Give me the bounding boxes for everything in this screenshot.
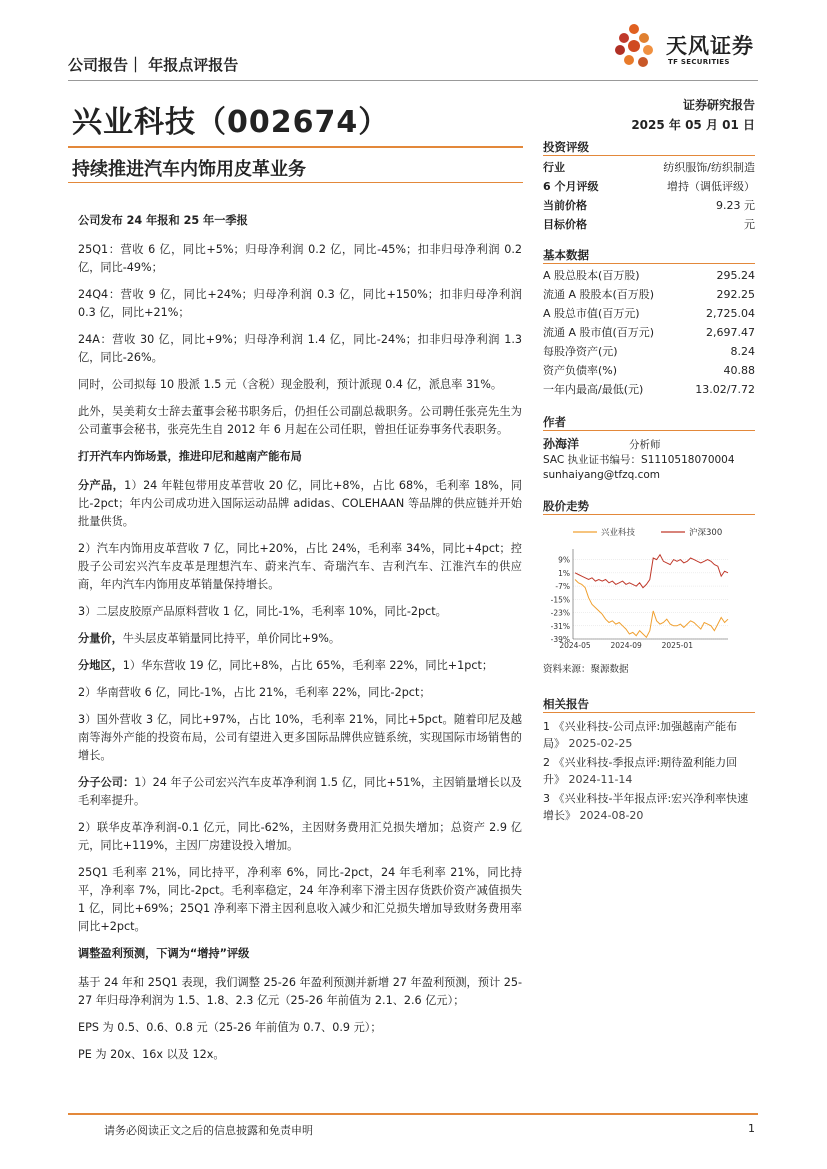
row-label: 一年内最高/最低(元) <box>543 383 644 396</box>
body-paragraph: 2）华南营收 6 亿，同比-1%，占比 21%，毛利率 22%，同比-2pct； <box>78 686 431 699</box>
price-chart-section-title: 股价走势 <box>543 497 755 515</box>
body-paragraph: 基于 24 年和 25Q1 表现，我们调整 25-26 年盈利预测并新增 27 年盈利预测，预计 25-27 年归母净利润为 1.5、1.8、2.3 亿元（25-26 年前值为 2.1、2.6 亿元）； <box>78 976 522 1007</box>
row-value: 295.24 <box>716 269 755 282</box>
author-name: 孙海洋 <box>543 437 580 451</box>
x-tick-label: 2024-09 <box>610 641 642 650</box>
headline-top-rule <box>68 146 523 148</box>
related-report-number: 2 <box>543 756 550 769</box>
x-tick-label: 2024-05 <box>559 641 591 650</box>
data-row <box>543 215 755 234</box>
price-chart-svg <box>543 523 755 663</box>
author-sac: SAC 执业证书编号：S1110518070004 <box>543 454 735 466</box>
main-body <box>78 212 522 1073</box>
related-report-title[interactable]: 《兴业科技-季报点评:期待盈利能力回升》 <box>543 756 738 786</box>
body-paragraph: PE 为 20x、16x 以及 12x。 <box>78 1048 225 1061</box>
paragraph-lead: 分量价， <box>78 632 123 645</box>
y-tick-label: 9% <box>558 555 570 565</box>
row-value: 292.25 <box>716 288 755 301</box>
x-tick-label: 2025-01 <box>661 641 693 650</box>
body-paragraph: 24Q4：营收 9 亿，同比+24%；归母净利润 0.3 亿，同比+150%；扣非归母净利润 0.3 亿，同比+21%； <box>78 288 522 319</box>
row-value: 13.02/7.72 <box>695 383 755 396</box>
y-tick-label: -31% <box>550 621 570 631</box>
legend-label: 兴业科技 <box>601 528 636 538</box>
data-row <box>543 304 755 323</box>
y-tick-label: 1% <box>558 568 570 578</box>
chart-source: 资料来源：聚源数据 <box>543 664 629 675</box>
row-value: 40.88 <box>723 364 755 377</box>
data-row <box>543 158 755 177</box>
paragraph-text: 1）24 年鞋包带用皮革营收 20 亿，同比+8%，占比 68%，毛利率 18%，同比-2pct；年内公司成功进入国际运动品牌 adidas、COLEHAAN 等品牌的供应链并开始批量供货。 <box>78 479 522 528</box>
related-report-date: 2024-11-14 <box>568 773 633 786</box>
body-paragraph: 2）联华皮革净利润-0.1 亿元，同比-62%，主因财务费用汇兑损失增加；总资产 2.9 亿元，同比+119%，主因厂房建设投入增加。 <box>78 821 522 852</box>
paragraph-lead: 分地区， <box>78 659 123 672</box>
paragraph-text: 牛头层皮革销量同比持平，单价同比+9%。 <box>122 632 341 645</box>
related-report-item[interactable] <box>543 790 755 824</box>
report-headline: 持续推进汽车内饰用皮革业务 <box>72 159 306 180</box>
data-row <box>543 380 755 399</box>
header-divider <box>68 80 758 81</box>
flower-logo-icon <box>612 20 662 70</box>
report-date: 2025 年 05 月 01 日 <box>631 118 755 132</box>
row-label: A 股总股本(百万股) <box>543 269 640 282</box>
body-paragraph: 25Q1：营收 6 亿，同比+5%；归母净利润 0.2 亿，同比-45%；扣非归母净利润 0.2 亿，同比-49%； <box>78 243 522 274</box>
legend-label: 沪深300 <box>689 528 723 538</box>
row-value: 2,697.47 <box>706 326 755 339</box>
body-paragraph <box>78 774 522 810</box>
body-paragraph: 同时，公司拟每 10 股派 1.5 元（含税）现金股利，预计派现 0.4 亿，派息率 31%。 <box>78 378 503 391</box>
row-label: 流通 A 股市值(百万元) <box>543 326 655 339</box>
basic-data-table <box>543 266 755 399</box>
related-report-item[interactable] <box>543 754 755 788</box>
data-row <box>543 323 755 342</box>
related-report-number: 1 <box>543 720 550 733</box>
row-value: 8.24 <box>730 345 755 358</box>
row-value: 增持（调低评级） <box>667 180 755 193</box>
sidebar <box>543 138 755 826</box>
body-paragraph: 25Q1 毛利率 21%，同比持平，净利率 6%，同比-2pct，24 年毛利率 21%，同比持平，净利率 7%，同比-2pct。毛利率稳定，24 年净利率下滑主因存货跌价资产减值损失 1 亿，同比+69%；25Q1 净利率下滑主因利息收入减少和汇兑损失增加导致财务费用率同比+2pct。 <box>78 866 522 933</box>
headline-bottom-rule <box>68 182 523 183</box>
related-report-date: 2025-02-25 <box>568 737 633 750</box>
body-paragraph: 24A：营收 30 亿，同比+9%；归母净利润 1.4 亿，同比-24%；扣非归母净利润 1.3 亿，同比-26%。 <box>78 333 522 364</box>
data-row <box>543 177 755 196</box>
row-label: A 股总市值(百万元) <box>543 307 640 320</box>
body-paragraph: 2）汽车内饰用皮革营收 7 亿，同比+20%，占比 24%，毛利率 34%，同比+4pct；控股子公司宏兴汽车皮革是理想汽车、蔚来汽车、奇瑞汽车、吉利汽车、江淮汽车的供应商，年内汽车内饰用皮革销量保持增长。 <box>78 542 522 591</box>
author-section-title: 作者 <box>543 413 755 431</box>
row-label: 6 个月评级 <box>543 180 599 193</box>
related-report-title[interactable]: 《兴业科技-公司点评:加强越南产能布局》 <box>543 720 738 750</box>
price-chart <box>543 523 755 663</box>
section-heading: 调整盈利预测，下调为“增持”评级 <box>78 947 250 960</box>
related-report-item[interactable] <box>543 718 755 752</box>
report-type: 证券研究报告 <box>682 98 755 112</box>
paragraph-text: 1）华东营收 19 亿，同比+8%，占比 65%，毛利率 22%，同比+1pct； <box>122 659 494 672</box>
row-value: 9.23 元 <box>716 199 755 212</box>
paragraph-lead: 分子公司： <box>78 776 135 789</box>
data-row <box>543 342 755 361</box>
row-label: 流通 A 股股本(百万股) <box>543 288 655 301</box>
paragraph-lead: 分产品， <box>78 479 125 492</box>
related-reports-section-title: 相关报告 <box>543 695 755 713</box>
row-label: 行业 <box>543 161 565 174</box>
author-role: 分析师 <box>629 439 661 451</box>
data-row <box>543 361 755 380</box>
row-value: 元 <box>744 218 755 231</box>
y-tick-label: -7% <box>555 582 570 592</box>
section-heading: 打开汽车内饰场景，推进印尼和越南产能布局 <box>78 450 302 463</box>
y-tick-label: -39% <box>550 635 570 644</box>
body-paragraph: 此外，吴美莉女士辞去董事会秘书职务后，仍担任公司副总裁职务。公司聘任张亮先生为公司董事会秘书，张亮先生自 2012 年 6 月起在公司任职，曾担任证券事务代表职务。 <box>78 405 522 436</box>
body-paragraph <box>78 657 522 675</box>
report-category-label: 公司报告｜ 年报点评报告 <box>68 56 239 74</box>
page-number: 1 <box>748 1122 755 1135</box>
y-tick-label: -23% <box>550 608 570 618</box>
related-report-number: 3 <box>543 792 550 805</box>
related-report-title[interactable]: 《兴业科技-半年报点评:宏兴净利率快速增长》 <box>543 792 749 822</box>
related-report-date: 2024-08-20 <box>579 809 644 822</box>
row-label: 当前价格 <box>543 199 587 212</box>
author-block <box>543 437 755 483</box>
row-label: 目标价格 <box>543 218 587 231</box>
data-row <box>543 266 755 285</box>
footer-disclaimer: 请务必阅读正文之后的信息披露和免责申明 <box>104 1124 313 1137</box>
row-value: 纺织服饰/纺织制造 <box>663 161 755 174</box>
series-line <box>575 580 728 638</box>
basic-data-section-title: 基本数据 <box>543 246 755 264</box>
y-tick-label: -15% <box>550 595 570 605</box>
rating-section-title: 投资评级 <box>543 138 755 156</box>
tf-securities-logo <box>612 20 762 70</box>
body-paragraph: 3）二层皮胶原产品原料营收 1 亿，同比-1%，毛利率 10%，同比-2pct。 <box>78 605 447 618</box>
row-label: 资产负债率(%) <box>543 364 618 377</box>
logo-text-en: TF SECURITIES <box>668 58 730 66</box>
paragraph-text: 1）24 年子公司宏兴汽车皮革净利润 1.5 亿，同比+51%，主因销量增长以及毛利率提升。 <box>78 776 522 807</box>
body-paragraph: EPS 为 0.5、0.6、0.8 元（25-26 年前值为 0.7、0.9 元）； <box>78 1021 382 1034</box>
data-row <box>543 196 755 215</box>
company-title: 兴业科技（002674） <box>72 105 390 140</box>
row-label: 每股净资产(元) <box>543 345 618 358</box>
row-value: 2,725.04 <box>706 307 755 320</box>
section-heading: 公司发布 24 年报和 25 年一季报 <box>78 214 248 227</box>
logo-text-cn: 天风证券 <box>666 34 754 58</box>
body-paragraph <box>78 477 522 531</box>
body-paragraph <box>78 630 522 648</box>
data-row <box>543 285 755 304</box>
related-reports-list <box>543 718 755 824</box>
author-email[interactable]: sunhaiyang@tfzq.com <box>543 469 661 481</box>
footer-divider <box>68 1113 758 1115</box>
body-paragraph: 3）国外营收 3 亿，同比+97%，占比 10%，毛利率 21%，同比+5pct。随着印尼及越南等海外产能的投资布局，公司有望进入更多国际品牌供应链系统，实现国际市场销售的增长。 <box>78 713 522 762</box>
rating-table <box>543 158 755 234</box>
